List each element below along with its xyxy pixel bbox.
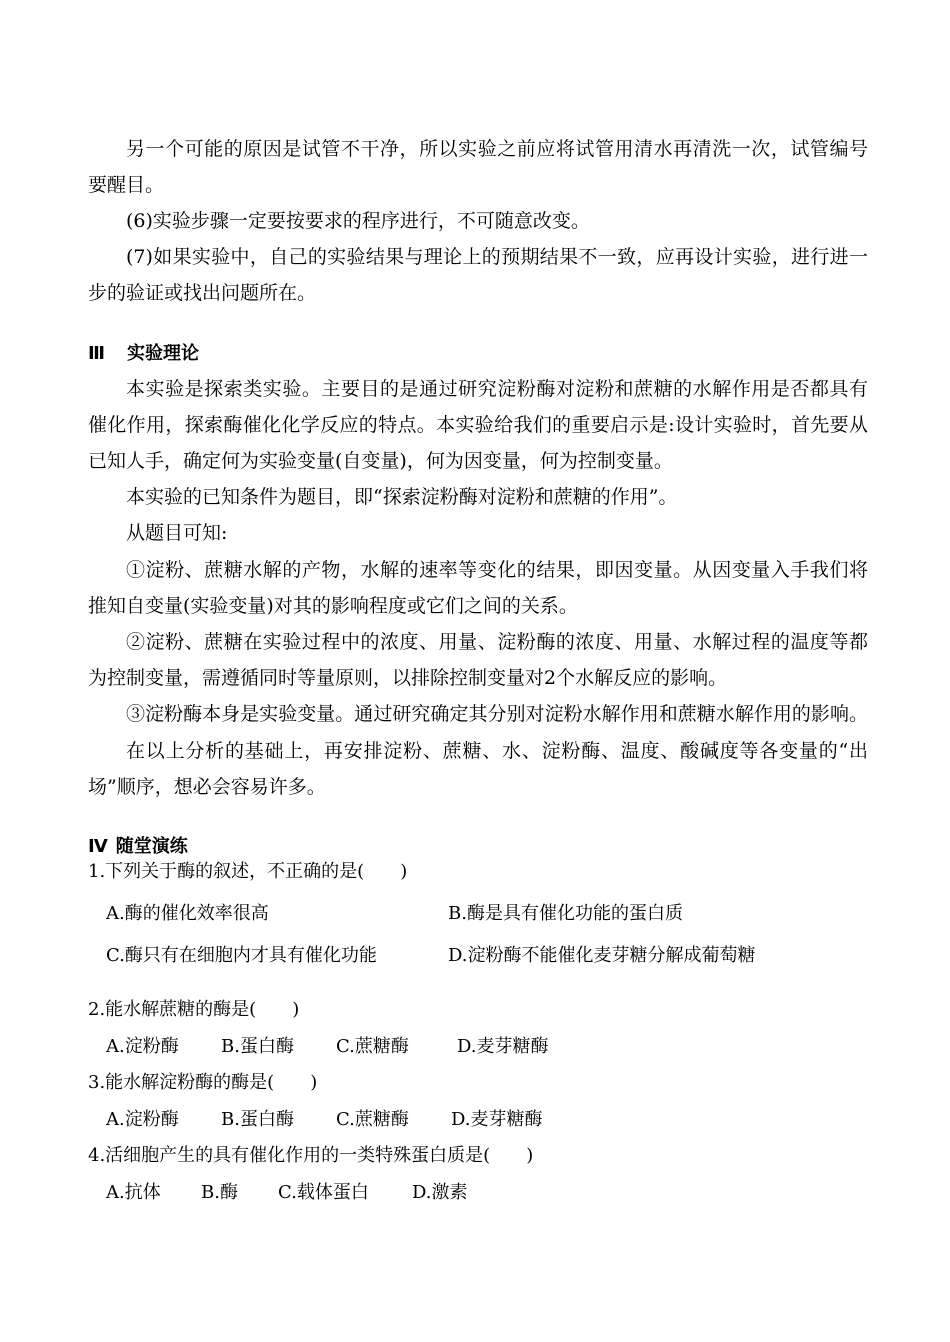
paragraph-line: ②淀粉、蔗糖在实验过程中的浓度、用量、淀粉酶的浓度、用量、水解过程的温度等都 (126, 631, 868, 653)
option-d: D.麦芽糖酶 (451, 1109, 543, 1130)
paragraph-line: 步的验证或找出问题所在。 (88, 282, 317, 304)
option-a: A.淀粉酶 (106, 1036, 179, 1057)
question-stem: 4.活细胞产生的具有催化作用的一类特殊蛋白质是( ) (88, 1145, 534, 1166)
paragraph-line: ①淀粉、蔗糖水解的产物，水解的速率等变化的结果，即因变量。从因变量入手我们将 (126, 559, 868, 581)
paragraph-line: 为控制变量，需遵循同时等量原则，以排除控制变量对2个水解反应的影响。 (88, 667, 728, 689)
option-d: D.激素 (412, 1182, 468, 1203)
paragraph-line: 催化作用，探索酶催化化学反应的特点。本实验给我们的重要启示是:设计实验时，首先要从 (88, 414, 868, 436)
paragraph-line: 推知自变量(实验变量)对其的影响程度或它们之间的关系。 (88, 595, 578, 617)
option-b: B.蛋白酶 (221, 1036, 294, 1057)
option-c: C.蔗糖酶 (336, 1109, 409, 1130)
paragraph-line: 从题目可知: (126, 522, 228, 544)
paragraph-line: ③淀粉酶本身是实验变量。通过研究确定其分别对淀粉水解作用和蔗糖水解作用的影响。 (126, 703, 868, 725)
paragraph-line: 要醒目。 (88, 174, 165, 196)
option-c: C.蔗糖酶 (336, 1036, 409, 1057)
question-stem: 2.能水解蔗糖的酶是( ) (88, 999, 300, 1020)
question-stem: 1.下列关于酶的叙述，不正确的是( ) (88, 861, 408, 882)
section-numeral: Ⅲ (88, 343, 106, 364)
section-numeral: Ⅳ (88, 836, 108, 857)
section-heading (88, 835, 868, 859)
paragraph-line: 本实验的已知条件为题目，即“探索淀粉酶对淀粉和蔗糖的作用”。 (126, 486, 678, 508)
paragraph-line: 本实验是探索类实验。主要目的是通过研究淀粉酶对淀粉和蔗糖的水解作用是否都具有 (126, 378, 868, 400)
option-a: A.酶的催化效率很高 (106, 903, 269, 924)
paragraph-line: 另一个可能的原因是试管不干净，所以实验之前应将试管用清水再清洗一次，试管编号 (126, 138, 868, 160)
option-d: D.淀粉酶不能催化麦芽糖分解成葡萄糖 (448, 945, 756, 966)
option-a: A.抗体 (106, 1182, 161, 1203)
section-heading (88, 342, 868, 366)
option-b: B.蛋白酶 (221, 1109, 294, 1130)
section-title: 实验理论 (127, 343, 200, 364)
paragraph-line: (6)实验步骤一定要按要求的程序进行，不可随意改变。 (126, 210, 590, 232)
paragraph-line: (7)如果实验中，自己的实验结果与理论上的预期结果不一致，应再设计实验，进行进一 (126, 246, 868, 268)
option-d: D.麦芽糖酶 (457, 1036, 549, 1057)
option-b: B.酶 (201, 1182, 238, 1203)
option-b: B.酶是具有催化功能的蛋白质 (448, 903, 683, 924)
option-c: C.载体蛋白 (278, 1182, 369, 1203)
paragraph-line: 在以上分析的基础上，再安排淀粉、蔗糖、水、淀粉酶、温度、酸碱度等各变量的“出 (126, 740, 868, 762)
option-a: A.淀粉酶 (106, 1109, 179, 1130)
paragraph-line: 已知人手，确定何为实验变量(自变量)，何为因变量，何为控制变量。 (88, 450, 673, 472)
option-c: C.酶只有在细胞内才具有催化功能 (106, 945, 377, 966)
paragraph-line: 场”顺序，想必会容易许多。 (88, 776, 326, 798)
question-stem: 3.能水解淀粉酶的酶是( ) (88, 1072, 318, 1093)
section-title: 随堂演练 (115, 836, 188, 857)
